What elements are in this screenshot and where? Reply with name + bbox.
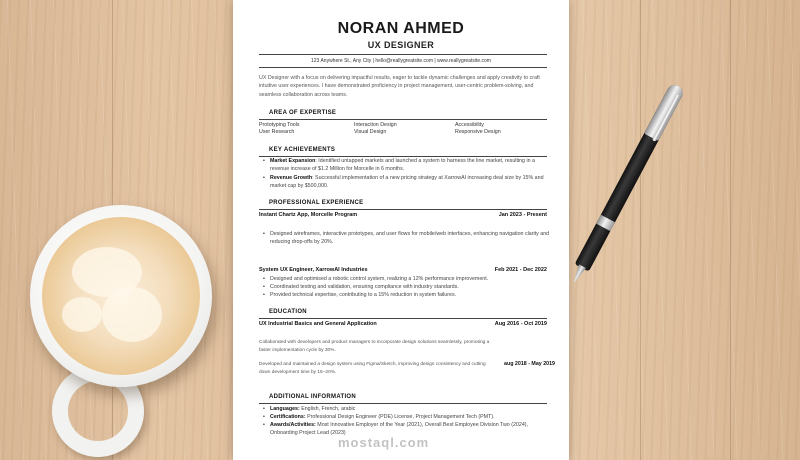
education-text: Collaborated with developers and product managers to incorporate design solutions seamlessly, promoting a faster implementation cycle by 30%. — [259, 340, 490, 353]
additional-item: • Certifications: Professional Design Engineer (PDE) License, Project Management Tech (PMT). — [263, 413, 553, 421]
job-date: Feb 2021 - Dec 2022 — [494, 267, 547, 273]
expertise-item: User Research — [259, 129, 295, 135]
expertise-item: Visual Design — [354, 129, 387, 135]
additional-item: • Awards/Activities: Most Innovative Employer of the Year (2021), Overall Best Employee Division Two (2024), Onboarding Project Lead (2023) — [263, 421, 553, 438]
expertise-item: Prototyping Tools — [259, 122, 300, 128]
coffee-foam — [42, 217, 200, 375]
achievement-item: • Market Expansion: Identified untapped markets and launched a system to harness the line market, resulting in a revenue increase of $1.2 Million for Morcelle in 6 months. — [263, 157, 553, 174]
job-heading — [259, 212, 547, 218]
resume-paper — [233, 0, 569, 460]
job-bullet: • Coordinated testing and validation, ensuring compliance with industry standards. — [263, 283, 553, 291]
education-date: aug 2018 - May 2019 — [504, 361, 555, 367]
wood-plank-seam — [730, 0, 731, 460]
education-text: Developed and maintained a design system using Figma/Sketch, improving design consistency and cutting down development time by 15–20%. — [259, 362, 486, 375]
pen-image — [575, 82, 686, 271]
divider — [259, 119, 547, 120]
contact-line: 123 Anywhere St., Any City | hello@reallygreatsite.com | www.reallygreatsite.com — [311, 58, 491, 64]
summary-text: UX Designer with a focus on delivering impactful results, eager to tackle dynamic challenges and apply creativity to craft intuitive user experiences. I have demonstrated proficiency in project management, user-centric problem-solving, and seamless collaboration across teams. — [259, 75, 540, 98]
job-bullet: • Designed wireframes, interactive prototypes, and user flows for mobile/web interfaces, enhancing navigation clarity and reducing drop-offs by 20%. — [263, 230, 553, 247]
expertise-item: Accessibility — [455, 122, 484, 128]
education-date: Aug 2016 - Oct 2019 — [494, 321, 547, 327]
resume-name: NORAN AHMED — [337, 20, 465, 37]
divider — [259, 54, 547, 55]
section-heading-experience: PROFESSIONAL EXPERIENCE — [269, 200, 364, 206]
job-heading — [259, 267, 547, 273]
additional-item: • Languages: English, French, arabic — [263, 405, 553, 413]
resume-job-title: UX DESIGNER — [367, 40, 435, 50]
education-program: UX Industrial Basics and General Application — [259, 321, 377, 327]
coffee-mug-image — [30, 205, 215, 405]
education-heading — [259, 321, 547, 327]
wood-plank-seam — [640, 0, 641, 460]
job-bullet: • Provided technical expertise, contributing to a 15% reduction in system failures. — [263, 291, 553, 299]
expertise-item: Interaction Design — [354, 122, 397, 128]
divider — [259, 209, 547, 210]
job-date: Jan 2023 - Present — [498, 212, 547, 218]
section-heading-education: EDUCATION — [269, 309, 307, 315]
section-heading-additional: ADDITIONAL INFORMATION — [269, 394, 357, 400]
section-heading-expertise: AREA OF EXPERTISE — [269, 110, 337, 116]
expertise-item: Responsive Design — [455, 129, 501, 135]
job-title: Instant Chartz App, Morcelle Program — [259, 212, 358, 218]
job-title: System UX Engineer, XarrowAI Industries — [259, 267, 368, 273]
divider — [259, 318, 547, 319]
job-bullet: • Designed and optimised a robotic control system, realizing a 12% performance improvement. — [263, 275, 553, 283]
watermark: mostaql.com — [338, 435, 430, 450]
divider — [259, 67, 547, 68]
section-heading-achievements: KEY ACHIEVEMENTS — [269, 147, 336, 153]
achievement-item: • Revenue Growth: Successful implementation of a new pricing strategy at XarrowAI increasing deal size by 15% and market cap by $500,000. — [263, 174, 553, 191]
divider — [259, 403, 547, 404]
